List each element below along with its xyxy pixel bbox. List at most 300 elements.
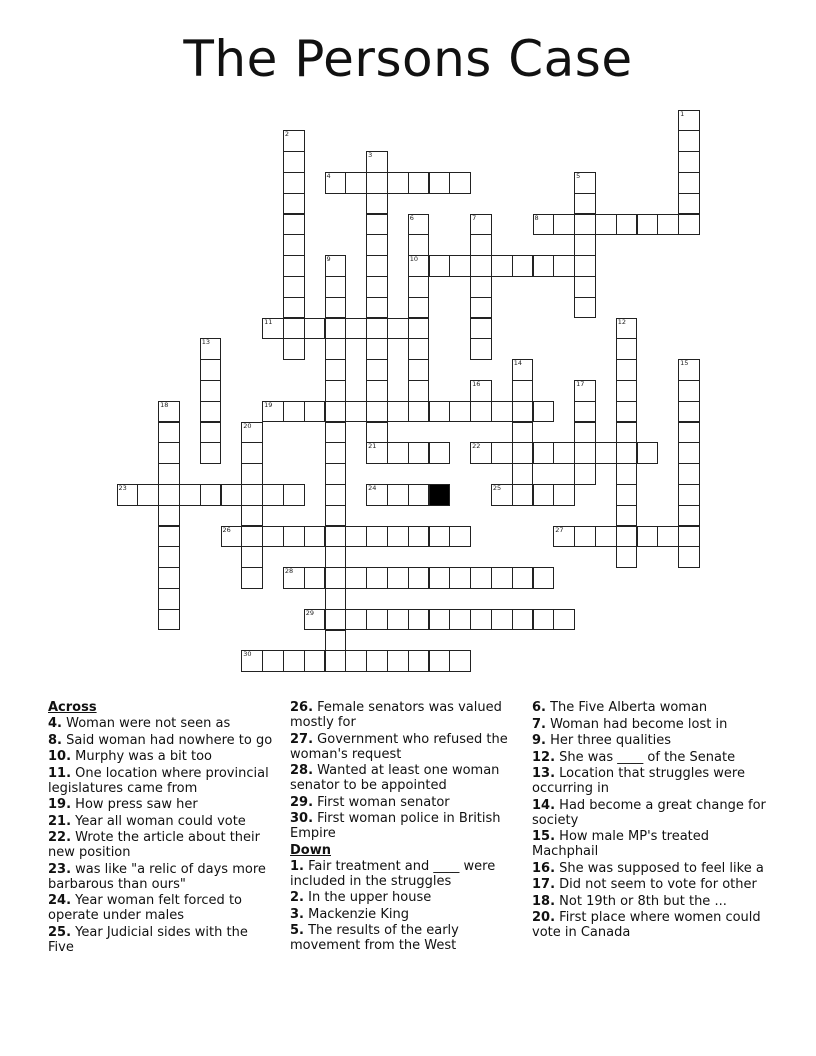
grid-cell[interactable] (408, 401, 430, 423)
grid-cell[interactable] (283, 130, 305, 152)
grid-cell[interactable] (283, 567, 305, 589)
grid-cell[interactable] (429, 650, 451, 672)
grid-cell[interactable] (325, 546, 347, 568)
grid-cell[interactable] (408, 609, 430, 631)
clue-item-number: 12. (532, 749, 556, 765)
clue-number-8: 8 (534, 213, 539, 222)
grid-cell[interactable] (574, 193, 596, 215)
grid-cell[interactable] (408, 650, 430, 672)
grid-cell[interactable] (241, 463, 263, 485)
grid-cell[interactable] (325, 359, 347, 381)
grid-cell[interactable] (283, 193, 305, 215)
grid-cell[interactable] (325, 172, 347, 194)
grid-cell[interactable] (158, 588, 180, 610)
grid-cell[interactable] (158, 567, 180, 589)
grid-cell[interactable] (158, 526, 180, 548)
grid-cell[interactable] (387, 318, 409, 340)
grid-cell[interactable] (262, 401, 284, 423)
grid-cell[interactable] (470, 297, 492, 319)
grid-cell[interactable] (574, 526, 596, 548)
grid-cell[interactable] (387, 442, 409, 464)
clue-item (532, 877, 767, 892)
clue-item (48, 716, 273, 731)
clue-item-text: Woman were not seen as (61, 716, 231, 731)
grid-cell[interactable] (345, 318, 367, 340)
grid-cell[interactable] (241, 546, 263, 568)
grid-cell[interactable] (158, 505, 180, 527)
grid-cell[interactable] (158, 463, 180, 485)
grid-cell[interactable] (325, 442, 347, 464)
grid-cell[interactable] (325, 401, 347, 423)
grid-cell[interactable] (366, 255, 388, 277)
grid-cell[interactable] (574, 276, 596, 298)
grid-cell[interactable] (678, 546, 700, 568)
clue-number-4: 4 (326, 171, 331, 180)
grid-cell[interactable] (262, 318, 284, 340)
grid-cell[interactable] (366, 442, 388, 464)
grid-cell[interactable] (200, 380, 222, 402)
grid-cell[interactable] (449, 609, 471, 631)
clue-item-number: 30. (290, 811, 314, 826)
clue-number-7: 7 (472, 213, 477, 222)
grid-cell[interactable] (533, 484, 555, 506)
grid-cell[interactable] (366, 609, 388, 631)
clue-item-number: 3. (290, 906, 304, 922)
grid-cell[interactable] (616, 526, 638, 548)
grid-cell[interactable] (678, 214, 700, 236)
grid-cell[interactable] (158, 546, 180, 568)
clue-number-11: 11 (264, 317, 273, 326)
clue-number-1: 1 (680, 109, 685, 118)
grid-cell[interactable] (200, 422, 222, 444)
grid-cell[interactable] (325, 422, 347, 444)
grid-cell[interactable] (678, 422, 700, 444)
clue-item-number: 11. (48, 765, 72, 781)
grid-cell[interactable] (325, 588, 347, 610)
grid-cell[interactable] (491, 484, 513, 506)
grid-cell[interactable] (678, 505, 700, 527)
grid-cell[interactable] (304, 318, 326, 340)
grid-cell[interactable] (429, 172, 451, 194)
grid-cell[interactable] (283, 318, 305, 340)
grid-cell[interactable] (491, 442, 513, 464)
grid-cell[interactable] (678, 380, 700, 402)
grid-cell[interactable] (325, 338, 347, 360)
grid-cell[interactable] (221, 484, 243, 506)
grid-cell[interactable] (553, 442, 575, 464)
grid-cell[interactable] (678, 442, 700, 464)
grid-cell[interactable] (470, 318, 492, 340)
grid-cell[interactable] (283, 172, 305, 194)
clue-item-number: 15. (532, 829, 556, 844)
grid-cell[interactable] (366, 526, 388, 548)
clue-item (532, 766, 767, 796)
grid-cell[interactable] (158, 422, 180, 444)
grid-cell[interactable] (574, 214, 596, 236)
grid-cell[interactable] (678, 359, 700, 381)
clue-item-text: First woman senator (313, 794, 450, 810)
grid-cell[interactable] (678, 463, 700, 485)
grid-cell[interactable] (553, 214, 575, 236)
grid-cell[interactable] (283, 234, 305, 256)
grid-cell[interactable] (595, 442, 617, 464)
grid-cell[interactable] (595, 526, 617, 548)
grid-cell[interactable] (512, 359, 534, 381)
clue-number-16: 16 (472, 379, 481, 388)
grid-cell[interactable] (637, 442, 659, 464)
grid-cell[interactable] (366, 567, 388, 589)
grid-cell[interactable] (470, 567, 492, 589)
grid-cell[interactable] (283, 650, 305, 672)
grid-cell[interactable] (408, 214, 430, 236)
grid-cell[interactable] (137, 484, 159, 506)
clue-item-text: First woman police in British Empire (290, 811, 501, 841)
grid-cell[interactable] (574, 422, 596, 444)
grid-cell[interactable] (366, 401, 388, 423)
grid-cell[interactable] (553, 526, 575, 548)
grid-cell[interactable] (616, 505, 638, 527)
clue-item-text: Year woman felt forced to operate under males (48, 893, 242, 923)
grid-cell[interactable] (366, 359, 388, 381)
grid-cell[interactable] (574, 172, 596, 194)
grid-cell[interactable] (616, 442, 638, 464)
grid-cell[interactable] (449, 401, 471, 423)
grid-cell[interactable] (325, 318, 347, 340)
grid-cell[interactable] (595, 214, 617, 236)
grid-cell[interactable] (158, 609, 180, 631)
clue-number-26: 26 (222, 525, 231, 534)
grid-cell[interactable] (616, 484, 638, 506)
clue-item-number: 26. (290, 700, 314, 715)
grid-cell[interactable] (616, 422, 638, 444)
grid-cell[interactable] (408, 484, 430, 506)
clue-number-28: 28 (284, 567, 294, 576)
grid-cell[interactable] (158, 442, 180, 464)
grid-cell[interactable] (512, 484, 534, 506)
grid-cell[interactable] (408, 172, 430, 194)
grid-cell[interactable] (158, 401, 180, 423)
clue-number-23: 23 (118, 483, 127, 492)
clue-item (290, 700, 515, 730)
grid-cell[interactable] (553, 609, 575, 631)
grid-cell[interactable] (325, 505, 347, 527)
grid-cell[interactable] (678, 172, 700, 194)
grid-cell[interactable] (221, 526, 243, 548)
grid-cell[interactable] (574, 255, 596, 277)
grid-cell[interactable] (429, 401, 451, 423)
grid-cell[interactable] (637, 214, 659, 236)
grid-cell[interactable] (366, 650, 388, 672)
down-heading: Down (290, 842, 331, 858)
grid-cell[interactable] (512, 401, 534, 423)
grid-cell[interactable] (345, 401, 367, 423)
grid-cell[interactable] (387, 567, 409, 589)
grid-cell[interactable] (574, 463, 596, 485)
clue-item-number: 18. (532, 893, 556, 909)
grid-cell[interactable] (345, 172, 367, 194)
clue-number-12: 12 (617, 317, 626, 326)
grid-cell[interactable] (408, 234, 430, 256)
grid-cell[interactable] (366, 338, 388, 360)
grid-cell[interactable] (325, 609, 347, 631)
grid-cell[interactable] (616, 318, 638, 340)
grid-cell[interactable] (408, 276, 430, 298)
grid-cell[interactable] (325, 484, 347, 506)
grid-cell[interactable] (408, 567, 430, 589)
grid-cell[interactable] (304, 401, 326, 423)
clue-item-number: 5. (290, 923, 304, 938)
grid-cell[interactable] (470, 214, 492, 236)
grid-cell[interactable] (574, 442, 596, 464)
grid-cell[interactable] (678, 193, 700, 215)
grid-cell[interactable] (200, 442, 222, 464)
grid-cell[interactable] (470, 442, 492, 464)
grid-cell[interactable] (241, 505, 263, 527)
grid-cell[interactable] (533, 442, 555, 464)
grid-cell[interactable] (408, 255, 430, 277)
grid-cell[interactable] (470, 276, 492, 298)
grid-cell[interactable] (678, 130, 700, 152)
grid-cell[interactable] (283, 297, 305, 319)
grid-cell[interactable] (657, 214, 679, 236)
grid-cell[interactable] (387, 401, 409, 423)
grid-cell[interactable] (325, 380, 347, 402)
grid-cell[interactable] (449, 567, 471, 589)
grid-cell[interactable] (304, 567, 326, 589)
grid-cell[interactable] (491, 255, 513, 277)
grid-cell[interactable] (491, 609, 513, 631)
clue-item-number: 8. (48, 732, 62, 748)
grid-cell[interactable] (345, 609, 367, 631)
grid-cell[interactable] (408, 442, 430, 464)
grid-cell[interactable] (616, 359, 638, 381)
clue-item-text: Year Judicial sides with the Five (48, 924, 248, 955)
grid-cell[interactable] (241, 484, 263, 506)
grid-cell[interactable] (491, 401, 513, 423)
grid-cell[interactable] (574, 234, 596, 256)
clue-number-10: 10 (409, 255, 418, 264)
clue-item-text: One location where provincial legislatures came from (48, 765, 269, 796)
clue-column-1 (48, 700, 273, 956)
grid-cell[interactable] (366, 151, 388, 173)
grid-cell[interactable] (304, 650, 326, 672)
grid-cell[interactable] (200, 401, 222, 423)
grid-cell[interactable] (241, 442, 263, 464)
grid-cell[interactable] (283, 214, 305, 236)
grid-cell[interactable] (345, 650, 367, 672)
grid-cell[interactable] (283, 151, 305, 173)
grid-cell[interactable] (470, 609, 492, 631)
grid-cell[interactable] (533, 609, 555, 631)
grid-cell[interactable] (325, 650, 347, 672)
clue-item-text: Her three qualities (545, 733, 672, 748)
clue-number-17: 17 (576, 379, 585, 388)
grid-cell[interactable] (470, 338, 492, 360)
grid-cell[interactable] (429, 567, 451, 589)
grid-cell[interactable] (200, 338, 222, 360)
grid-cell[interactable] (553, 255, 575, 277)
grid-cell[interactable] (449, 526, 471, 548)
clue-item-number: 28. (290, 763, 314, 778)
grid-cell[interactable] (283, 484, 305, 506)
grid-cell[interactable] (512, 442, 534, 464)
grid-cell[interactable] (117, 484, 139, 506)
clue-item-text: Had become a great change for society (532, 797, 766, 828)
grid-cell[interactable] (179, 484, 201, 506)
grid-cell[interactable] (387, 484, 409, 506)
grid-cell[interactable] (408, 359, 430, 381)
grid-cell[interactable] (491, 567, 513, 589)
clue-item (290, 811, 515, 841)
grid-cell[interactable] (678, 151, 700, 173)
grid-cell[interactable] (553, 484, 575, 506)
grid-cell[interactable] (366, 318, 388, 340)
grid-cell[interactable] (325, 255, 347, 277)
grid-cell[interactable] (345, 526, 367, 548)
grid-cell[interactable] (678, 401, 700, 423)
clue-item-number: 14. (532, 797, 556, 813)
grid-cell[interactable] (325, 297, 347, 319)
grid-cell[interactable] (408, 318, 430, 340)
clue-item-number: 19. (48, 797, 72, 812)
grid-cell[interactable] (574, 380, 596, 402)
clue-item (48, 925, 273, 955)
clue-item-number: 9. (532, 733, 546, 748)
grid-cell[interactable] (387, 609, 409, 631)
clue-item-text: She was supposed to feel like a (555, 860, 764, 876)
grid-cell[interactable] (200, 359, 222, 381)
grid-cell[interactable] (449, 650, 471, 672)
grid-cell[interactable] (241, 526, 263, 548)
grid-cell[interactable] (616, 214, 638, 236)
grid-cell[interactable] (533, 255, 555, 277)
clue-number-6: 6 (409, 213, 414, 222)
grid-cell[interactable] (574, 297, 596, 319)
clue-item-number: 10. (48, 749, 72, 764)
grid-cell[interactable] (283, 276, 305, 298)
grid-cell[interactable] (449, 172, 471, 194)
grid-cell[interactable] (512, 422, 534, 444)
grid-cell[interactable] (429, 442, 451, 464)
clue-number-15: 15 (680, 359, 689, 368)
grid-cell[interactable] (429, 526, 451, 548)
clue-item-text: Wrote the article about their new position (48, 830, 260, 860)
grid-cell[interactable] (470, 234, 492, 256)
grid-cell[interactable] (241, 567, 263, 589)
grid-cell[interactable] (241, 422, 263, 444)
grid-cell[interactable] (429, 255, 451, 277)
grid-cell[interactable] (657, 526, 679, 548)
grid-cell[interactable] (304, 526, 326, 548)
grid-cell[interactable] (678, 526, 700, 548)
grid-cell[interactable] (616, 463, 638, 485)
grid-cell[interactable] (262, 484, 284, 506)
clue-item-text: Year all woman could vote (71, 813, 246, 829)
grid-cell[interactable] (512, 255, 534, 277)
clue-item-text: Fair treatment and ____ were included in the struggles (290, 858, 496, 889)
grid-cell[interactable] (200, 484, 222, 506)
grid-cell[interactable] (616, 338, 638, 360)
grid-cell[interactable] (616, 380, 638, 402)
grid-cell[interactable] (449, 255, 471, 277)
grid-cell[interactable] (616, 546, 638, 568)
clue-item (48, 749, 273, 764)
grid-cell[interactable] (429, 609, 451, 631)
grid-cell[interactable] (325, 276, 347, 298)
grid-cell[interactable] (678, 484, 700, 506)
grid-cell[interactable] (366, 297, 388, 319)
grid-cell[interactable] (387, 650, 409, 672)
grid-cell[interactable] (533, 214, 555, 236)
grid-cell[interactable] (262, 650, 284, 672)
grid-cell[interactable] (387, 172, 409, 194)
grid-cell[interactable] (241, 650, 263, 672)
grid-cell[interactable] (283, 338, 305, 360)
clue-number-25: 25 (492, 483, 502, 492)
grid-cell[interactable] (387, 526, 409, 548)
grid-cell[interactable] (408, 338, 430, 360)
grid-cell[interactable] (366, 484, 388, 506)
grid-cell[interactable] (408, 297, 430, 319)
grid-cell[interactable] (366, 172, 388, 194)
grid-cell[interactable] (366, 193, 388, 215)
grid-cell[interactable] (366, 380, 388, 402)
clue-item-text: How male MP's treated Machphail (532, 829, 710, 859)
grid-cell[interactable] (678, 110, 700, 132)
grid-cell[interactable] (470, 255, 492, 277)
clue-number-14: 14 (513, 359, 522, 368)
grid-cell[interactable] (512, 463, 534, 485)
grid-cell[interactable] (325, 630, 347, 652)
grid-cell[interactable] (262, 526, 284, 548)
clue-item (532, 910, 767, 940)
grid-cell[interactable] (470, 380, 492, 402)
grid-cell[interactable] (283, 401, 305, 423)
clue-item-text: The Five Alberta woman (545, 700, 708, 715)
clue-item-number: 25. (48, 924, 72, 940)
grid-cell[interactable] (366, 234, 388, 256)
grid-cell[interactable] (408, 380, 430, 402)
clue-number-21: 21 (368, 442, 377, 451)
grid-cell[interactable] (345, 567, 367, 589)
grid-cell[interactable] (637, 526, 659, 548)
grid-cell[interactable] (512, 609, 534, 631)
grid-cell[interactable] (304, 609, 326, 631)
grid-cell[interactable] (408, 526, 430, 548)
grid-cell[interactable] (325, 567, 347, 589)
grid-cell[interactable] (366, 422, 388, 444)
grid-cell[interactable] (533, 401, 555, 423)
grid-cell[interactable] (325, 526, 347, 548)
grid-cell[interactable] (366, 276, 388, 298)
grid-cell[interactable] (325, 463, 347, 485)
clue-item (290, 732, 515, 762)
grid-cell[interactable] (533, 567, 555, 589)
clue-item (532, 733, 767, 748)
grid-cell[interactable] (283, 526, 305, 548)
grid-cell[interactable] (366, 214, 388, 236)
grid-cell[interactable] (283, 255, 305, 277)
grid-cell[interactable] (616, 401, 638, 423)
clue-item (532, 717, 767, 732)
grid-cell[interactable] (512, 567, 534, 589)
grid-cell[interactable] (574, 401, 596, 423)
clue-item-text: Female senators was valued mostly for (290, 700, 502, 730)
grid-cell[interactable] (470, 401, 492, 423)
clue-item-text: Location that struggles were occurring in (532, 766, 745, 796)
grid-cell[interactable] (158, 484, 180, 506)
grid-cell[interactable] (512, 380, 534, 402)
